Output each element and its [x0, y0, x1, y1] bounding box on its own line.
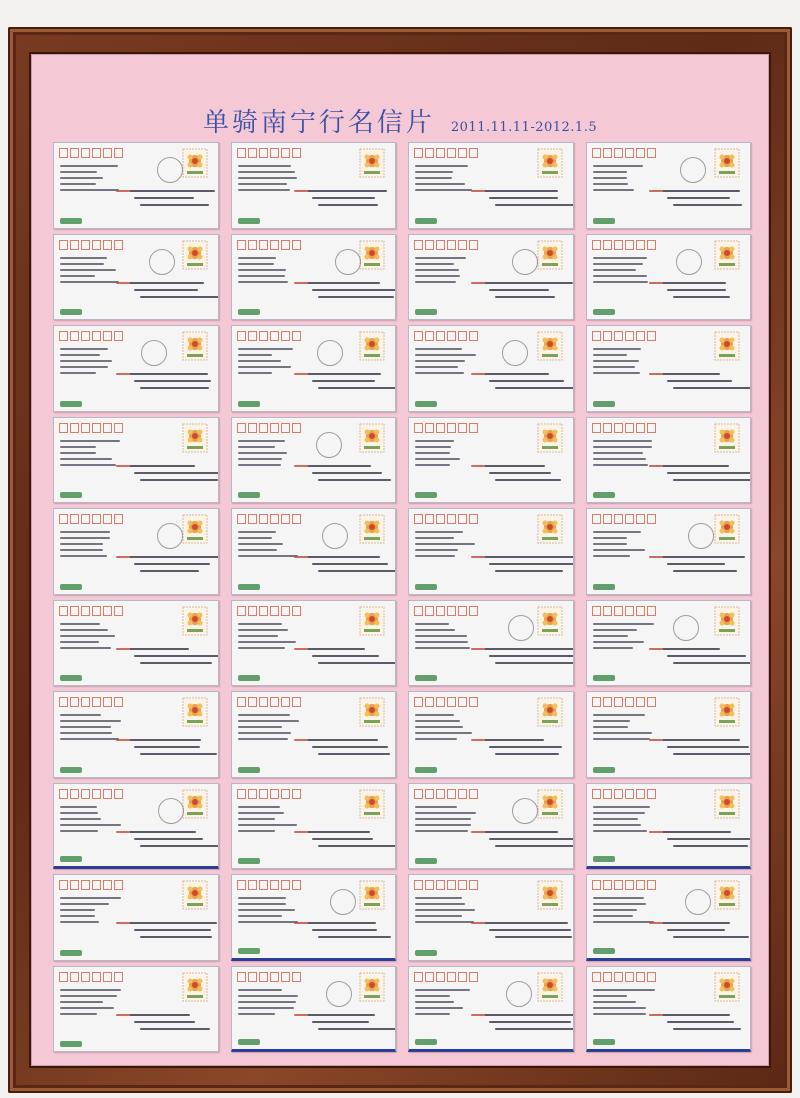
postcard — [586, 508, 752, 595]
china-post-logo-icon — [60, 675, 82, 681]
flower-stamp-icon — [714, 880, 740, 910]
flower-stamp-icon — [714, 514, 740, 544]
postmark-icon — [316, 432, 342, 458]
handwritten-message — [238, 161, 300, 195]
china-post-logo-icon — [415, 950, 437, 956]
postal-code-boxes — [59, 240, 123, 250]
handwritten-message — [415, 344, 477, 378]
handwritten-address — [294, 460, 390, 486]
handwritten-address — [649, 1009, 745, 1035]
pink-mat-board — [31, 54, 769, 1066]
handwritten-message — [593, 893, 655, 927]
flower-stamp-icon — [537, 240, 563, 270]
handwritten-address — [649, 277, 745, 303]
handwritten-message — [593, 527, 655, 561]
handwritten-message — [415, 802, 477, 836]
flower-stamp-icon — [537, 789, 563, 819]
flower-stamp-icon — [714, 148, 740, 178]
postal-code-boxes — [592, 697, 656, 707]
postal-code-boxes — [59, 514, 123, 524]
flower-stamp-icon — [714, 789, 740, 819]
postal-code-boxes — [592, 240, 656, 250]
postmark-icon — [141, 340, 167, 366]
postcard — [586, 234, 752, 321]
postcard — [231, 691, 397, 778]
flower-stamp-icon — [182, 148, 208, 178]
postal-code-boxes — [414, 789, 478, 799]
china-post-logo-icon — [238, 1039, 260, 1045]
flower-stamp-icon — [359, 240, 385, 270]
handwritten-address — [649, 368, 745, 394]
china-post-logo-icon — [415, 767, 437, 773]
handwritten-address — [471, 917, 567, 943]
flower-stamp-icon — [359, 789, 385, 819]
postcard — [53, 234, 219, 321]
handwritten-message — [238, 619, 300, 653]
handwritten-address — [294, 277, 390, 303]
china-post-logo-icon — [60, 584, 82, 590]
china-post-logo-icon — [60, 856, 82, 862]
flower-stamp-icon — [714, 240, 740, 270]
handwritten-address — [294, 734, 390, 760]
postal-code-boxes — [414, 240, 478, 250]
postcard — [53, 142, 219, 229]
postal-code-boxes — [59, 423, 123, 433]
china-post-logo-icon — [238, 767, 260, 773]
postal-code-boxes — [237, 697, 301, 707]
postcard — [408, 600, 574, 687]
china-post-logo-icon — [593, 1039, 615, 1045]
handwritten-address — [116, 368, 212, 394]
china-post-logo-icon — [238, 309, 260, 315]
postcard — [586, 691, 752, 778]
postmark-icon — [506, 981, 532, 1007]
handwritten-message — [238, 893, 300, 927]
handwritten-message — [593, 802, 655, 836]
postcard — [586, 783, 752, 870]
china-post-logo-icon — [238, 858, 260, 864]
postmark-icon — [676, 249, 702, 275]
china-post-logo-icon — [415, 401, 437, 407]
flower-stamp-icon — [537, 423, 563, 453]
china-post-logo-icon — [60, 309, 82, 315]
postcard — [53, 600, 219, 687]
handwritten-address — [294, 368, 390, 394]
handwritten-message — [60, 344, 122, 378]
postmark-icon — [680, 157, 706, 183]
handwritten-message — [415, 161, 477, 195]
flower-stamp-icon — [537, 331, 563, 361]
handwritten-message — [60, 527, 122, 561]
postcard — [408, 234, 574, 321]
postal-code-boxes — [414, 423, 478, 433]
handwritten-message — [60, 802, 122, 836]
postmark-icon — [326, 981, 352, 1007]
postal-code-boxes — [592, 423, 656, 433]
postcard — [53, 325, 219, 412]
flower-stamp-icon — [359, 423, 385, 453]
handwritten-address — [116, 277, 212, 303]
handwritten-address — [649, 826, 745, 852]
handwritten-message — [60, 253, 122, 287]
handwritten-message — [415, 253, 477, 287]
handwritten-message — [415, 436, 477, 470]
china-post-logo-icon — [415, 1039, 437, 1045]
handwritten-message — [238, 802, 300, 836]
postmark-icon — [157, 523, 183, 549]
china-post-logo-icon — [593, 492, 615, 498]
postal-code-boxes — [237, 606, 301, 616]
postmark-icon — [685, 889, 711, 915]
postmark-icon — [673, 615, 699, 641]
flower-stamp-icon — [182, 606, 208, 636]
postcard — [408, 142, 574, 229]
handwritten-address — [116, 551, 212, 577]
china-post-logo-icon — [60, 492, 82, 498]
page-title: 单骑南宁行名信片 — [202, 108, 435, 138]
handwritten-address — [294, 551, 390, 577]
flower-stamp-icon — [359, 697, 385, 727]
flower-stamp-icon — [182, 789, 208, 819]
china-post-logo-icon — [60, 218, 82, 224]
postmark-icon — [317, 340, 343, 366]
postal-code-boxes — [592, 606, 656, 616]
handwritten-message — [415, 985, 477, 1019]
postcard — [231, 234, 397, 321]
handwritten-message — [593, 985, 655, 1019]
postcard — [586, 874, 752, 961]
flower-stamp-icon — [714, 331, 740, 361]
postal-code-boxes — [59, 972, 123, 982]
flower-stamp-icon — [359, 514, 385, 544]
postcard — [408, 325, 574, 412]
handwritten-address — [471, 551, 567, 577]
handwritten-address — [649, 643, 745, 669]
handwritten-address — [649, 185, 745, 211]
postal-code-boxes — [237, 331, 301, 341]
postmark-icon — [508, 615, 534, 641]
header — [31, 102, 769, 136]
handwritten-message — [415, 710, 477, 744]
postcard — [53, 691, 219, 778]
postmark-icon — [157, 157, 183, 183]
flower-stamp-icon — [714, 697, 740, 727]
flower-stamp-icon — [182, 880, 208, 910]
handwritten-address — [649, 460, 745, 486]
handwritten-message — [593, 161, 655, 195]
handwritten-message — [593, 253, 655, 287]
handwritten-address — [471, 277, 567, 303]
china-post-logo-icon — [415, 218, 437, 224]
handwritten-address — [649, 551, 745, 577]
postal-code-boxes — [237, 972, 301, 982]
postmark-icon — [512, 798, 538, 824]
postal-code-boxes — [414, 331, 478, 341]
postal-code-boxes — [592, 880, 656, 890]
postcard — [408, 783, 574, 870]
handwritten-address — [116, 460, 212, 486]
postal-code-boxes — [59, 148, 123, 158]
postcard — [586, 600, 752, 687]
postcard — [586, 325, 752, 412]
handwritten-message — [60, 893, 122, 927]
handwritten-address — [649, 917, 745, 943]
flower-stamp-icon — [537, 972, 563, 1002]
postal-code-boxes — [237, 423, 301, 433]
china-post-logo-icon — [593, 675, 615, 681]
flower-stamp-icon — [537, 148, 563, 178]
wooden-picture-frame — [8, 27, 792, 1093]
flower-stamp-icon — [182, 240, 208, 270]
handwritten-address — [294, 826, 390, 852]
handwritten-address — [471, 734, 567, 760]
postcard — [586, 417, 752, 504]
handwritten-address — [116, 826, 212, 852]
handwritten-message — [593, 436, 655, 470]
postal-code-boxes — [592, 789, 656, 799]
china-post-logo-icon — [593, 218, 615, 224]
postmark-icon — [502, 340, 528, 366]
postal-code-boxes — [237, 514, 301, 524]
china-post-logo-icon — [415, 309, 437, 315]
flower-stamp-icon — [182, 514, 208, 544]
postal-code-boxes — [237, 240, 301, 250]
china-post-logo-icon — [593, 948, 615, 954]
handwritten-message — [415, 893, 477, 927]
handwritten-message — [593, 344, 655, 378]
postal-code-boxes — [592, 148, 656, 158]
handwritten-message — [238, 985, 300, 1019]
flower-stamp-icon — [714, 606, 740, 636]
handwritten-message — [238, 710, 300, 744]
flower-stamp-icon — [537, 880, 563, 910]
postmark-icon — [335, 249, 361, 275]
postcard-grid — [53, 142, 751, 1052]
flower-stamp-icon — [359, 331, 385, 361]
flower-stamp-icon — [182, 423, 208, 453]
handwritten-message — [415, 527, 477, 561]
handwritten-message — [60, 710, 122, 744]
china-post-logo-icon — [238, 492, 260, 498]
postal-code-boxes — [414, 606, 478, 616]
postal-code-boxes — [59, 697, 123, 707]
china-post-logo-icon — [415, 858, 437, 864]
postal-code-boxes — [414, 514, 478, 524]
postmark-icon — [158, 798, 184, 824]
postcard — [231, 966, 397, 1053]
flower-stamp-icon — [359, 972, 385, 1002]
handwritten-message — [60, 161, 122, 195]
handwritten-address — [649, 734, 745, 760]
flower-stamp-icon — [182, 972, 208, 1002]
handwritten-address — [294, 185, 390, 211]
postcard — [408, 417, 574, 504]
postal-code-boxes — [237, 789, 301, 799]
handwritten-message — [238, 436, 300, 470]
handwritten-address — [471, 643, 567, 669]
postal-code-boxes — [592, 331, 656, 341]
china-post-logo-icon — [238, 675, 260, 681]
flower-stamp-icon — [182, 697, 208, 727]
handwritten-address — [471, 368, 567, 394]
handwritten-message — [238, 344, 300, 378]
postal-code-boxes — [59, 606, 123, 616]
flower-stamp-icon — [182, 331, 208, 361]
handwritten-address — [294, 1009, 390, 1035]
postcard — [53, 783, 219, 870]
date-range: 2011.11.11-2012.1.5 — [450, 120, 598, 135]
postmark-icon — [688, 523, 714, 549]
postal-code-boxes — [59, 880, 123, 890]
postmark-icon — [512, 249, 538, 275]
handwritten-address — [294, 643, 390, 669]
china-post-logo-icon — [238, 948, 260, 954]
postal-code-boxes — [414, 697, 478, 707]
postcard — [53, 966, 219, 1053]
handwritten-message — [238, 253, 300, 287]
postal-code-boxes — [237, 880, 301, 890]
handwritten-address — [471, 1009, 567, 1035]
postcard — [586, 966, 752, 1053]
china-post-logo-icon — [238, 401, 260, 407]
china-post-logo-icon — [60, 950, 82, 956]
handwritten-address — [116, 1009, 212, 1035]
china-post-logo-icon — [593, 584, 615, 590]
postal-code-boxes — [414, 880, 478, 890]
china-post-logo-icon — [60, 1041, 82, 1047]
china-post-logo-icon — [593, 309, 615, 315]
postal-code-boxes — [592, 972, 656, 982]
handwritten-address — [116, 643, 212, 669]
china-post-logo-icon — [415, 584, 437, 590]
postcard — [231, 508, 397, 595]
postcard — [231, 874, 397, 961]
handwritten-message — [238, 527, 300, 561]
postcard — [408, 508, 574, 595]
china-post-logo-icon — [415, 675, 437, 681]
flower-stamp-icon — [537, 514, 563, 544]
postal-code-boxes — [59, 789, 123, 799]
handwritten-address — [294, 917, 390, 943]
china-post-logo-icon — [60, 767, 82, 773]
postcard — [231, 783, 397, 870]
china-post-logo-icon — [238, 584, 260, 590]
handwritten-message — [593, 619, 655, 653]
postal-code-boxes — [592, 514, 656, 524]
flower-stamp-icon — [359, 606, 385, 636]
flower-stamp-icon — [359, 148, 385, 178]
handwritten-message — [60, 985, 122, 1019]
china-post-logo-icon — [593, 767, 615, 773]
postcard — [231, 325, 397, 412]
postcard — [408, 966, 574, 1053]
handwritten-address — [471, 185, 567, 211]
china-post-logo-icon — [238, 218, 260, 224]
handwritten-address — [116, 734, 212, 760]
china-post-logo-icon — [415, 492, 437, 498]
flower-stamp-icon — [537, 606, 563, 636]
postal-code-boxes — [237, 148, 301, 158]
handwritten-message — [415, 619, 477, 653]
flower-stamp-icon — [714, 423, 740, 453]
postcard — [586, 142, 752, 229]
handwritten-address — [471, 460, 567, 486]
postal-code-boxes — [414, 972, 478, 982]
china-post-logo-icon — [60, 401, 82, 407]
flower-stamp-icon — [714, 972, 740, 1002]
flower-stamp-icon — [537, 697, 563, 727]
handwritten-address — [116, 917, 212, 943]
postal-code-boxes — [59, 331, 123, 341]
postcard — [408, 691, 574, 778]
postcard — [231, 417, 397, 504]
postmark-icon — [149, 249, 175, 275]
handwritten-address — [471, 826, 567, 852]
postcard — [408, 874, 574, 961]
postal-code-boxes — [414, 148, 478, 158]
postcard — [53, 508, 219, 595]
postcard — [53, 874, 219, 961]
flower-stamp-icon — [359, 880, 385, 910]
postcard — [231, 600, 397, 687]
postmark-icon — [322, 523, 348, 549]
china-post-logo-icon — [593, 401, 615, 407]
handwritten-message — [60, 436, 122, 470]
postmark-icon — [330, 889, 356, 915]
postcard — [53, 417, 219, 504]
handwritten-address — [116, 185, 212, 211]
handwritten-message — [60, 619, 122, 653]
china-post-logo-icon — [593, 856, 615, 862]
postcard — [231, 142, 397, 229]
handwritten-message — [593, 710, 655, 744]
